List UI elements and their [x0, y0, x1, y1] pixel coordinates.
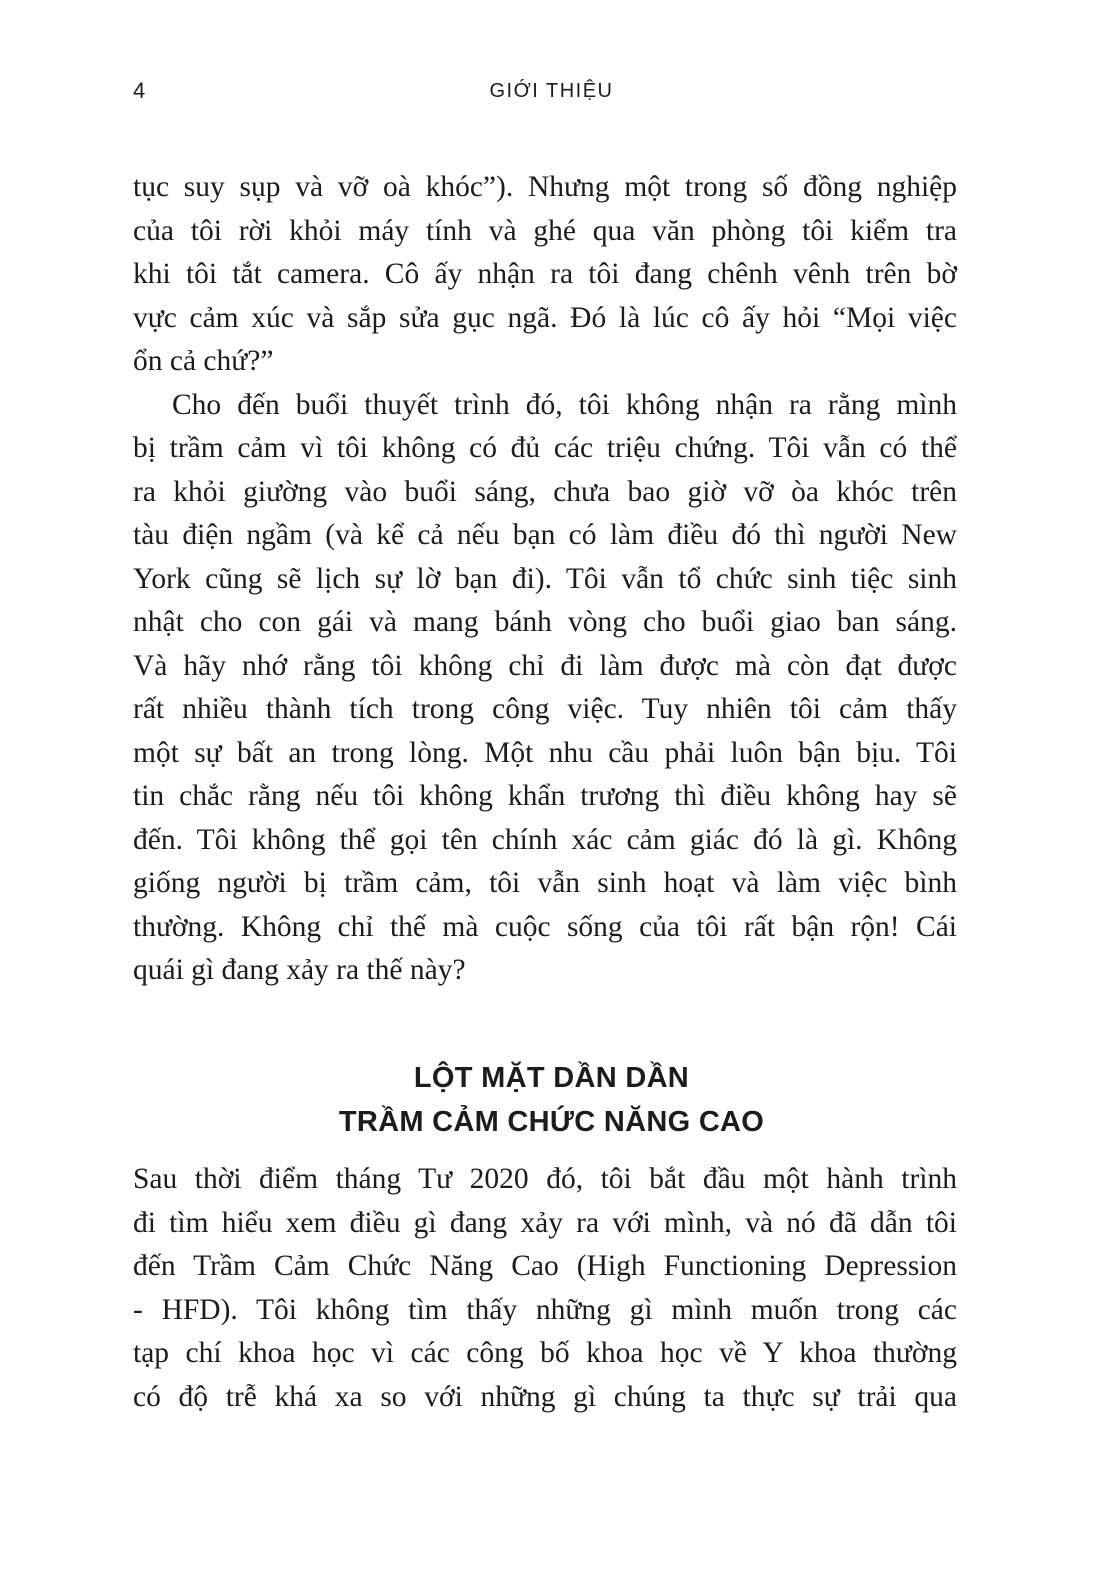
text-line: quái gì đang xảy ra thế này? — [133, 954, 466, 986]
page-number: 4 — [133, 78, 146, 103]
text-line: khi tôi tắt camera. Cô ấy nhận ra tôi đang chênh vênh trên bờ — [133, 258, 957, 290]
text-line: đi tìm hiểu xem điều gì đang xảy ra với mình, và nó đã dẫn tôi — [133, 1206, 957, 1239]
text-line: vực cảm xúc và sắp sửa gục ngã. Đó là lúc cô ấy hỏi “Mọi việc — [133, 301, 957, 334]
body-text-top — [133, 166, 957, 993]
paragraph — [133, 384, 957, 993]
text-line: York cũng sẽ lịch sự lờ bạn đi). Tôi vẫn tổ chức sinh tiệc sinh — [133, 562, 957, 595]
text-line: Sau thời điểm tháng Tư 2020 đó, tôi bắt đầu một hành trình — [133, 1163, 957, 1195]
text-line: nhật cho con gái và mang bánh vòng cho buổi giao ban sáng. — [133, 606, 957, 638]
text-line: ra khỏi giường vào buổi sáng, chưa bao giờ vỡ òa khóc trên — [133, 475, 957, 508]
text-line: có độ trễ khá xa so với những gì chúng ta thực sự trải qua — [133, 1380, 957, 1413]
text-line: bị trầm cảm vì tôi không có đủ các triệu chứng. Tôi vẫn có thể — [133, 432, 957, 464]
section-heading-line: LỘT MẶT DẦN DẦN — [413, 1062, 690, 1094]
text-line: đến Trầm Cảm Chức Năng Cao (High Functioning Depression — [133, 1250, 957, 1282]
text-line: một sự bất an trong lòng. Một nhu cầu phải luôn bận bịu. Tôi — [133, 736, 957, 769]
text-line: giống người bị trầm cảm, tôi vẫn sinh hoạt và làm việc bình — [133, 867, 957, 899]
section-heading — [0, 1056, 1103, 1144]
text-line: Và hãy nhớ rằng tôi không chỉ đi làm được mà còn đạt được — [133, 649, 957, 682]
text-line: đến. Tôi không thể gọi tên chính xác cảm giác đó là gì. Không — [133, 823, 957, 856]
paragraph-continued — [133, 166, 957, 384]
paragraph — [133, 1158, 957, 1419]
text-line: tục suy sụp và vỡ oà khóc”). Nhưng một trong số đồng nghiệp — [133, 171, 957, 203]
text-line: rất nhiều thành tích trong công việc. Tuy nhiên tôi cảm thấy — [133, 693, 957, 725]
text-line: ổn cả chứ?” — [133, 345, 274, 377]
text-line: Cho đến buổi thuyết trình đó, tôi không nhận ra rằng mình — [172, 388, 957, 421]
text-line: tạp chí khoa học vì các công bố khoa học về Y khoa thường — [133, 1337, 957, 1369]
text-line: của tôi rời khỏi máy tính và ghé qua văn phòng tôi kiểm tra — [133, 214, 957, 247]
body-text-bottom — [133, 1158, 957, 1419]
text-line: - HFD). Tôi không tìm thấy những gì mình muốn trong các — [133, 1293, 957, 1326]
text-line: tin chắc rằng nếu tôi không khẩn trương thì điều không hay sẽ — [133, 780, 957, 812]
text-line: thường. Không chỉ thế mà cuộc sống của tôi rất bận rộn! Cái — [133, 910, 957, 943]
text-line: tàu điện ngầm (và kể cả nếu bạn có làm điều đó thì người New — [133, 519, 957, 551]
section-heading-line: TRẦM CẢM CHỨC NĂNG CAO — [338, 1106, 765, 1138]
running-header: GIỚI THIỆU — [489, 80, 614, 102]
